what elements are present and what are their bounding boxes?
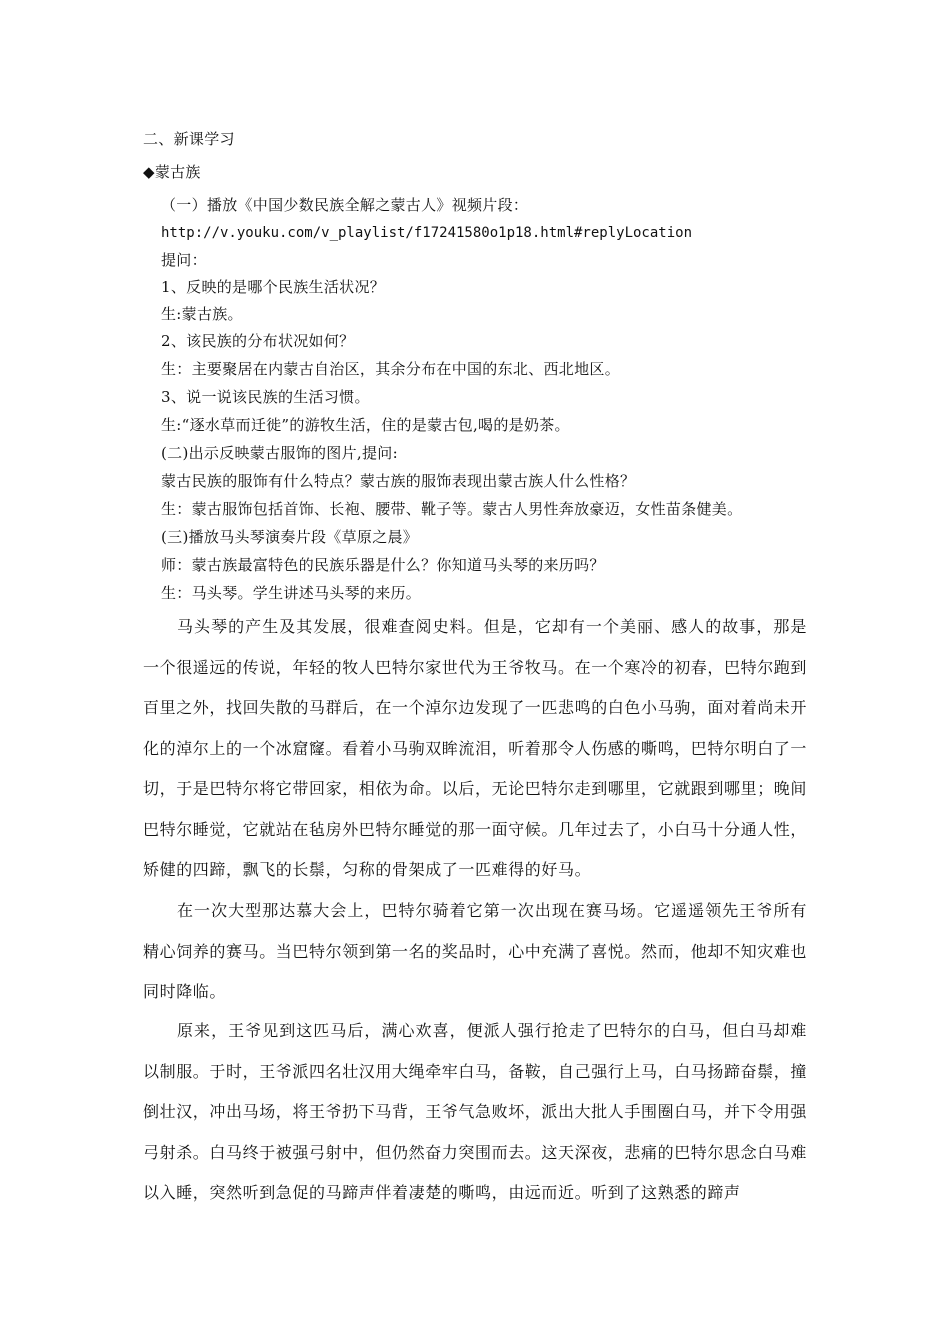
text-line: (二)出示反映蒙古服饰的图片,提问: bbox=[161, 444, 398, 462]
text-line: 生：蒙古服饰包括首饰、长袍、腰带、靴子等。蒙古人男性奔放豪迈，女性苗条健美。 bbox=[161, 500, 743, 518]
text-line: （一）播放《中国少数民族全解之蒙古人》视频片段： bbox=[161, 196, 529, 214]
text-line: (三)播放马头琴演奏片段《草原之晨》 bbox=[161, 528, 419, 546]
text-line: 1、反映的是哪个民族生活状况？ bbox=[161, 278, 386, 296]
subheading-mongol: ◆蒙古族 bbox=[143, 163, 201, 181]
text-line: 2、该民族的分布状况如何？ bbox=[161, 332, 355, 350]
text-line: 3、说一说该民族的生活习惯。 bbox=[161, 388, 370, 406]
paragraph-3: 原来，王爷见到这匹马后，满心欢喜，便派人强行抢走了巴特尔的白马，但白马却难以制服。于时，王爷派四名壮汉用大绳牵牢白马，备鞍，自己强行上马，白马扬蹄奋鬃，撞倒壮汉，冲出马场，将王爷扔下马背，王爷气急败坏，派出大批人手围圈白马，并下令用强弓射杀。白马终于被强弓射中，但仍然奋力突围而去。这天深夜，悲痛的巴特尔思念白马难以入睡，突然听到急促的马蹄声伴着凄楚的嘶鸣，由远而近。听到了这熟悉的蹄声 bbox=[143, 1021, 808, 1202]
paragraph-1: 马头琴的产生及其发展，很难查阅史料。但是，它却有一个美丽、感人的故事，那是一个很遥远的传说，年轻的牧人巴特尔家世代为王爷牧马。在一个寒冷的初春，巴特尔跑到百里之外，找回失散的马群后，在一个淖尔边发现了一匹悲鸣的白色小马驹，面对着尚未开化的淖尔上的一个冰窟窿。看着小马驹双眸流泪，听着那令人伤感的嘶鸣，巴特尔明白了一切，于是巴特尔将它带回家，相依为命。以后，无论巴特尔走到哪里，它就跟到哪里；晚间巴特尔睡觉，它就站在毡房外巴特尔睡觉的那一面守候。几年过去了，小白马十分通人性，矫健的四蹄，飘飞的长鬃，匀称的骨架成了一匹难得的好马。 bbox=[143, 617, 808, 879]
section-heading: 二、新课学习 bbox=[143, 130, 235, 148]
text-line: 生：主要聚居在内蒙古自治区，其余分布在中国的东北、西北地区。 bbox=[161, 360, 621, 378]
text-line: 蒙古民族的服饰有什么特点？蒙古族的服饰表现出蒙古族人什么性格？ bbox=[161, 472, 636, 490]
text-line: 生:“逐水草而迁徙”的游牧生活，住的是蒙古包,喝的是奶茶。 bbox=[161, 416, 570, 434]
text-line: 提问： bbox=[161, 251, 207, 269]
paragraph-2: 在一次大型那达慕大会上，巴特尔骑着它第一次出现在赛马场。它遥遥领先王爷所有精心饲养的赛马。当巴特尔领到第一名的奖品时，心中充满了喜悦。然而，他却不知灾难也同时降临。 bbox=[143, 901, 808, 1001]
text-line: 生：马头琴。学生讲述马头琴的来历。 bbox=[161, 584, 422, 602]
text-line: 师：蒙古族最富特色的民族乐器是什么？你知道马头琴的来历吗？ bbox=[161, 556, 605, 574]
video-url-link[interactable]: http://v.youku.com/v_playlist/f17241580o1p18.html#replyLocation bbox=[161, 225, 693, 241]
text-line: 生:蒙古族。 bbox=[161, 305, 243, 323]
